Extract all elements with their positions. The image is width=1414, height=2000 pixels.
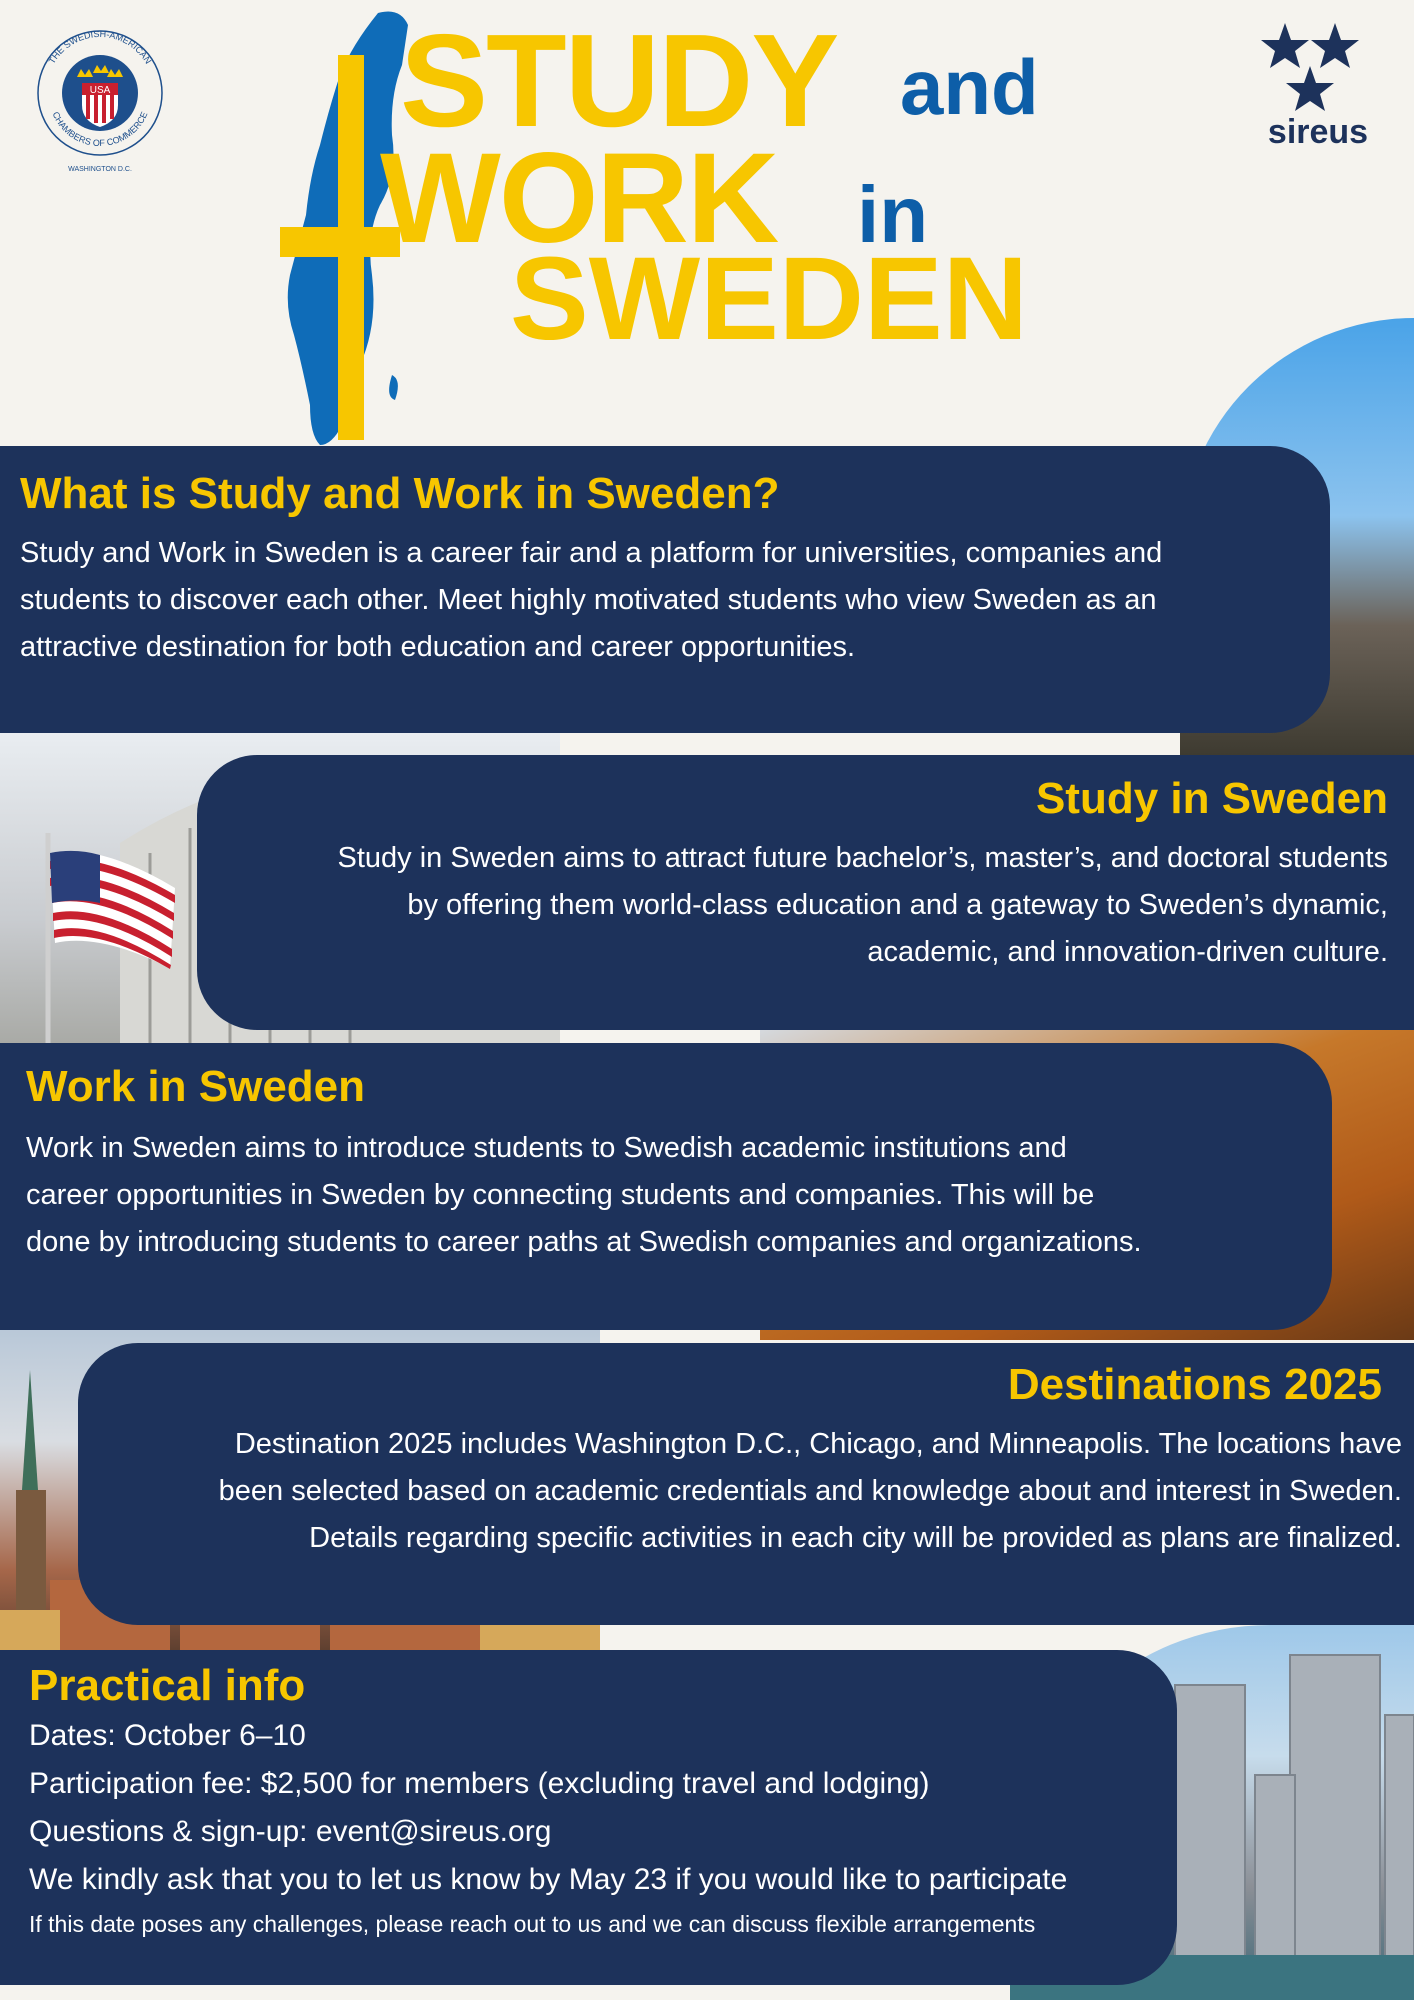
what-is-line: attractive destination for both education and career opportunities. — [20, 631, 856, 664]
title-sweden: SWEDEN — [510, 233, 1028, 365]
work-body — [26, 1125, 1312, 1266]
practical-info-heading: Practical info — [29, 1661, 306, 1710]
sacc-logo — [35, 25, 165, 175]
study-section — [197, 755, 1414, 1030]
study-line: Study in Sweden aims to attract future bachelor’s, master’s, and doctoral students — [337, 842, 1388, 875]
deadline-text: We kindly ask that you to let us know by May 23 if you would like to participate — [29, 1863, 1068, 1897]
study-heading: Study in Sweden — [1035, 774, 1388, 823]
destinations-heading: Destinations 2025 — [1007, 1360, 1382, 1409]
title-and: and — [900, 43, 1039, 131]
svg-text:sireus: sireus — [1267, 113, 1369, 148]
destinations-line: Details regarding specific activities in each city will be provided as plans are finalized. — [309, 1522, 1402, 1555]
work-section — [0, 1043, 1332, 1330]
what-is-body — [20, 530, 1310, 671]
what-is-section — [0, 446, 1330, 733]
destinations-section — [78, 1343, 1414, 1625]
study-line: academic, and innovation-driven culture. — [867, 936, 1388, 969]
title-in: in — [857, 170, 929, 259]
what-is-line: students to discover each other. Meet highly motivated students who view Sweden as an — [20, 584, 1157, 617]
title-study: STUDY — [400, 7, 838, 154]
work-line: done by introducing students to career paths at Swedish companies and organizations. — [26, 1226, 1142, 1259]
what-is-line: Study and Work in Sweden is a career fair and a platform for universities, companies and — [20, 537, 1163, 570]
fee-text: Participation fee: $2,500 for members (excluding travel and lodging) — [29, 1767, 930, 1801]
what-is-heading: What is Study and Work in Sweden? — [20, 469, 780, 518]
svg-text:WASHINGTON D.C.: WASHINGTON D.C. — [68, 166, 132, 173]
svg-text:USA: USA — [89, 85, 111, 96]
three-stars-icon — [1261, 23, 1359, 111]
destinations-line: Destination 2025 includes Washington D.C., Chicago, and Minneapolis. The locations have — [234, 1428, 1402, 1461]
svg-text:CHAMBERS OF COMMERCE: CHAMBERS OF COMMERCE — [50, 110, 150, 149]
title-work: WORK — [380, 127, 778, 270]
work-heading: Work in Sweden — [26, 1062, 366, 1111]
svg-text:THE SWEDISH-AMERICAN: THE SWEDISH-AMERICAN — [46, 28, 154, 66]
flexibility-note: If this date poses any challenges, please reach out to us and we can discuss flexible arrangements — [29, 1911, 1036, 1938]
sireus-logo — [1250, 18, 1390, 148]
work-line: career opportunities in Sweden by connecting students and companies. This will be — [26, 1179, 1095, 1212]
work-line: Work in Sweden aims to introduce students to Swedish academic institutions and — [26, 1132, 1067, 1165]
practical-info-section — [0, 1650, 1177, 1985]
destinations-body — [98, 1421, 1402, 1562]
destinations-line: been selected based on academic credentials and knowledge about and interest in Sweden. — [218, 1475, 1402, 1508]
signup-text: Questions & sign-up: event@sireus.org — [29, 1815, 552, 1849]
study-body — [217, 835, 1388, 976]
dates-text: Dates: October 6–10 — [29, 1719, 306, 1753]
study-line: by offering them world-class education and a gateway to Sweden’s dynamic, — [407, 889, 1388, 922]
